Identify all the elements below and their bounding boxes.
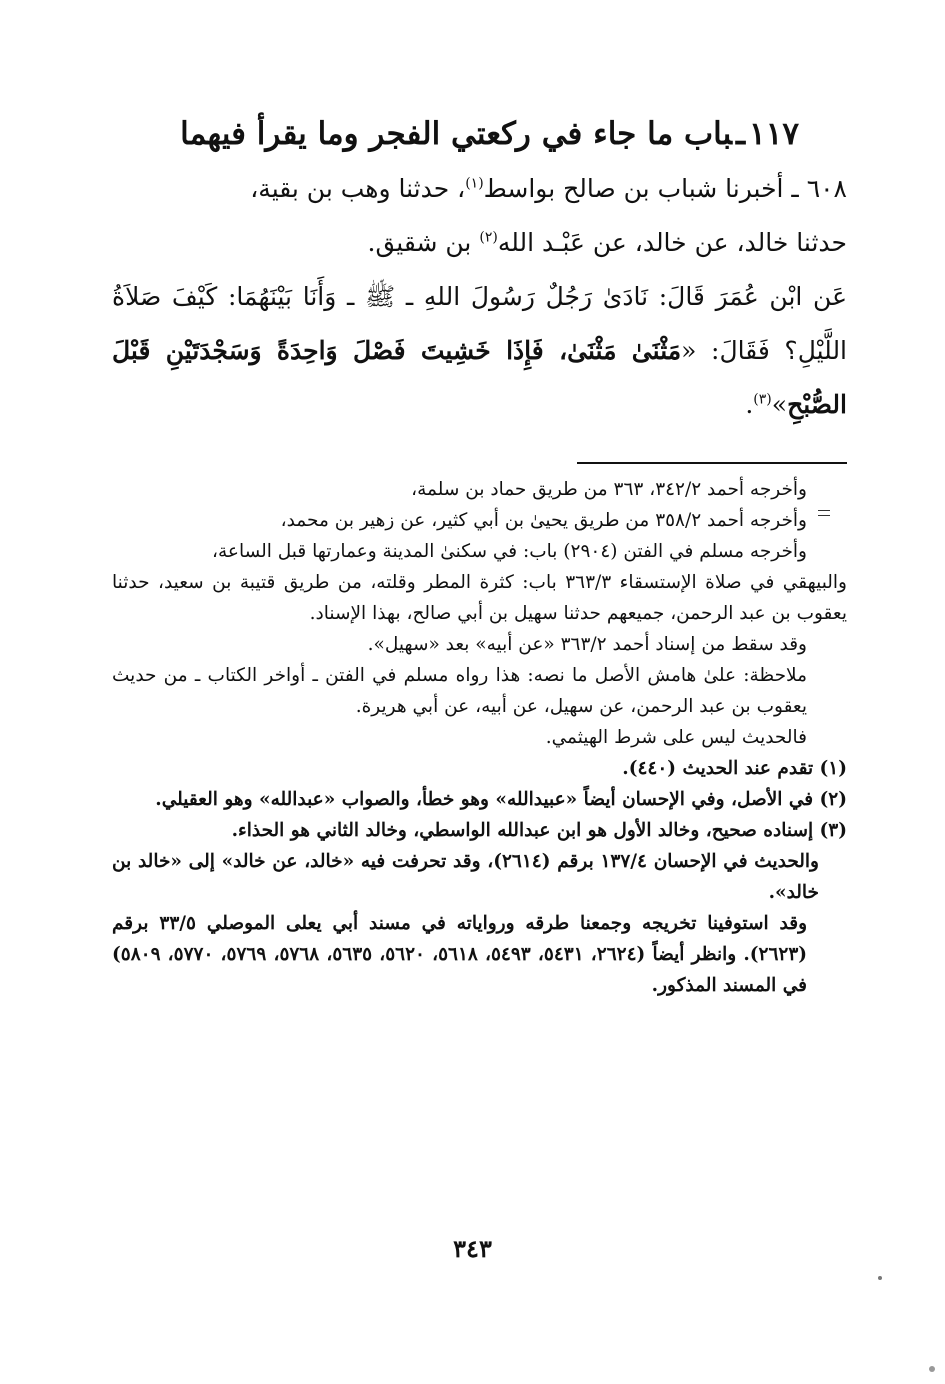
carry-line-1: وأخرجه أحمد ٣٤٢/٢، ٣٦٣ من طريق حماد بن سلمة، xyxy=(411,479,807,500)
chapter-separator: ـ xyxy=(735,116,746,152)
matn xyxy=(112,270,847,432)
footnote-3b: والحديث في الإحسان ١٣٧/٤ برقم (٢٦١٤)، وقد تحرفت فيه «خالد، عن خالد» إلى «خالد بن خالد». xyxy=(112,851,819,903)
footnotes xyxy=(112,474,847,1001)
scan-speck xyxy=(878,1276,882,1280)
footnote-ref-3: (٣) xyxy=(753,391,772,408)
footnote-2: (٢) في الأصل، وفي الإحسان أيضاً «عبيدالله» وهو خطأ، والصواب «عبدالله» وهو العقيلي. xyxy=(155,789,847,810)
page-number: ٣٤٣ xyxy=(453,1234,492,1263)
isnad-line-2 xyxy=(112,216,847,270)
dropped-note: وقد سقط من إسناد أحمد ٣٦٣/٢ «عن أبيه» بعد «سهيل». xyxy=(367,634,807,655)
matn-close-quote: » xyxy=(771,390,788,419)
footnote-3c: وقد استوفينا تخريجه وجمعنا طرقه ورواياته في مسند أبي يعلى الموصلي ٣٣/٥ برقم (٢٦٢٣). وانظر أيضاً (٢٦٢٤، ٥٤٣١، ٥٤٩٣، ٥٦١٨، ٥٦٢٠، ٥٦٣٥، ٥٧٦٨، ٥٧٦٩، ٥٧٧٠، ٥٨٠٩) في المسند المذكور. xyxy=(112,913,808,996)
carry-line-2: وأخرجه أحمد ٣٥٨/٢ من طريق يحيىٰ بن أبي كثير، عن زهير بن محمد، xyxy=(280,510,807,531)
chapter-number: ١١٧ xyxy=(749,116,799,152)
chapter-title: باب ما جاء في ركعتي الفجر وما يقرأ فيهما xyxy=(180,116,732,152)
matn-plain: عَن ابْن عُمَرَ قَالَ: نَادَىٰ رَجُلٌ رَسُولَ اللهِ ـ ﷺ ـ وَأَنَا بَيْنَهُمَا: كَيْفَ صَلاَةُ اللَّيْلِ؟ فَقَالَ: « xyxy=(112,282,848,365)
isnad-text-2: حدثنا خالد، عن خالد، عن عَبْـد الله xyxy=(497,228,847,257)
footnote-ref-2: (٢) xyxy=(479,229,498,246)
footnote-3a: (٣) إسناده صحيح، وخالد الأول هو ابن عبدالله الواسطي، وخالد الثاني هو الحذاء. xyxy=(231,820,847,841)
matn-bold: مَثْنَىٰ مَثْنَىٰ، فَإِذَا خَشِيتَ فَصْلَ وَاحِدَةً وَسَجْدَتَيْنِ قَبْلَ الصُّبْحِ xyxy=(112,336,847,419)
isnad-text-1: ٦٠٨ ـ أخبرنا شباب بن صالح بواسط xyxy=(483,174,847,203)
footnote-1: (١) تقدم عند الحديث (٤٤٠). xyxy=(622,758,847,779)
scan-speck xyxy=(929,1366,935,1372)
matn-end: . xyxy=(745,390,754,419)
hadith-text xyxy=(112,162,847,432)
isnad-line-1 xyxy=(112,162,847,216)
carry-over-mark xyxy=(818,510,830,516)
chapter-heading xyxy=(112,108,799,160)
remark-1: ملاحظة: علىٰ هامش الأصل ما نصه: هذا رواه مسلم في الفتن ـ أواخر الكتاب ـ من حديث يعقوب بن عبد الرحمن، عن سهيل، عن أبيه، عن أبي هريرة. xyxy=(112,665,807,717)
isnad-text-1-rest: ، حدثنا وهب بن بقية، xyxy=(250,174,466,203)
book-page xyxy=(112,108,847,1001)
carry-line-3: وأخرجه مسلم في الفتن (٢٩٠٤) باب: في سكنىٰ المدينة وعمارتها قبل الساعة، xyxy=(212,541,807,562)
footnote-divider xyxy=(577,462,847,464)
carry-paragraph: والبيهقي في صلاة الإستسقاء ٣٦٣/٣ باب: كثرة المطر وقلته، من طريق قتيبة بن سعيد، حدثنا يعقوب بن عبد الرحمن، جميعهم حدثنا سهيل بن أبي صالح، بهذا الإسناد. xyxy=(112,572,847,624)
footnote-ref-1: (١) xyxy=(465,175,484,192)
isnad-text-2-rest: بن شقيق. xyxy=(367,228,480,257)
remark-2: فالحديث ليس على شرط الهيثمي. xyxy=(545,727,807,748)
